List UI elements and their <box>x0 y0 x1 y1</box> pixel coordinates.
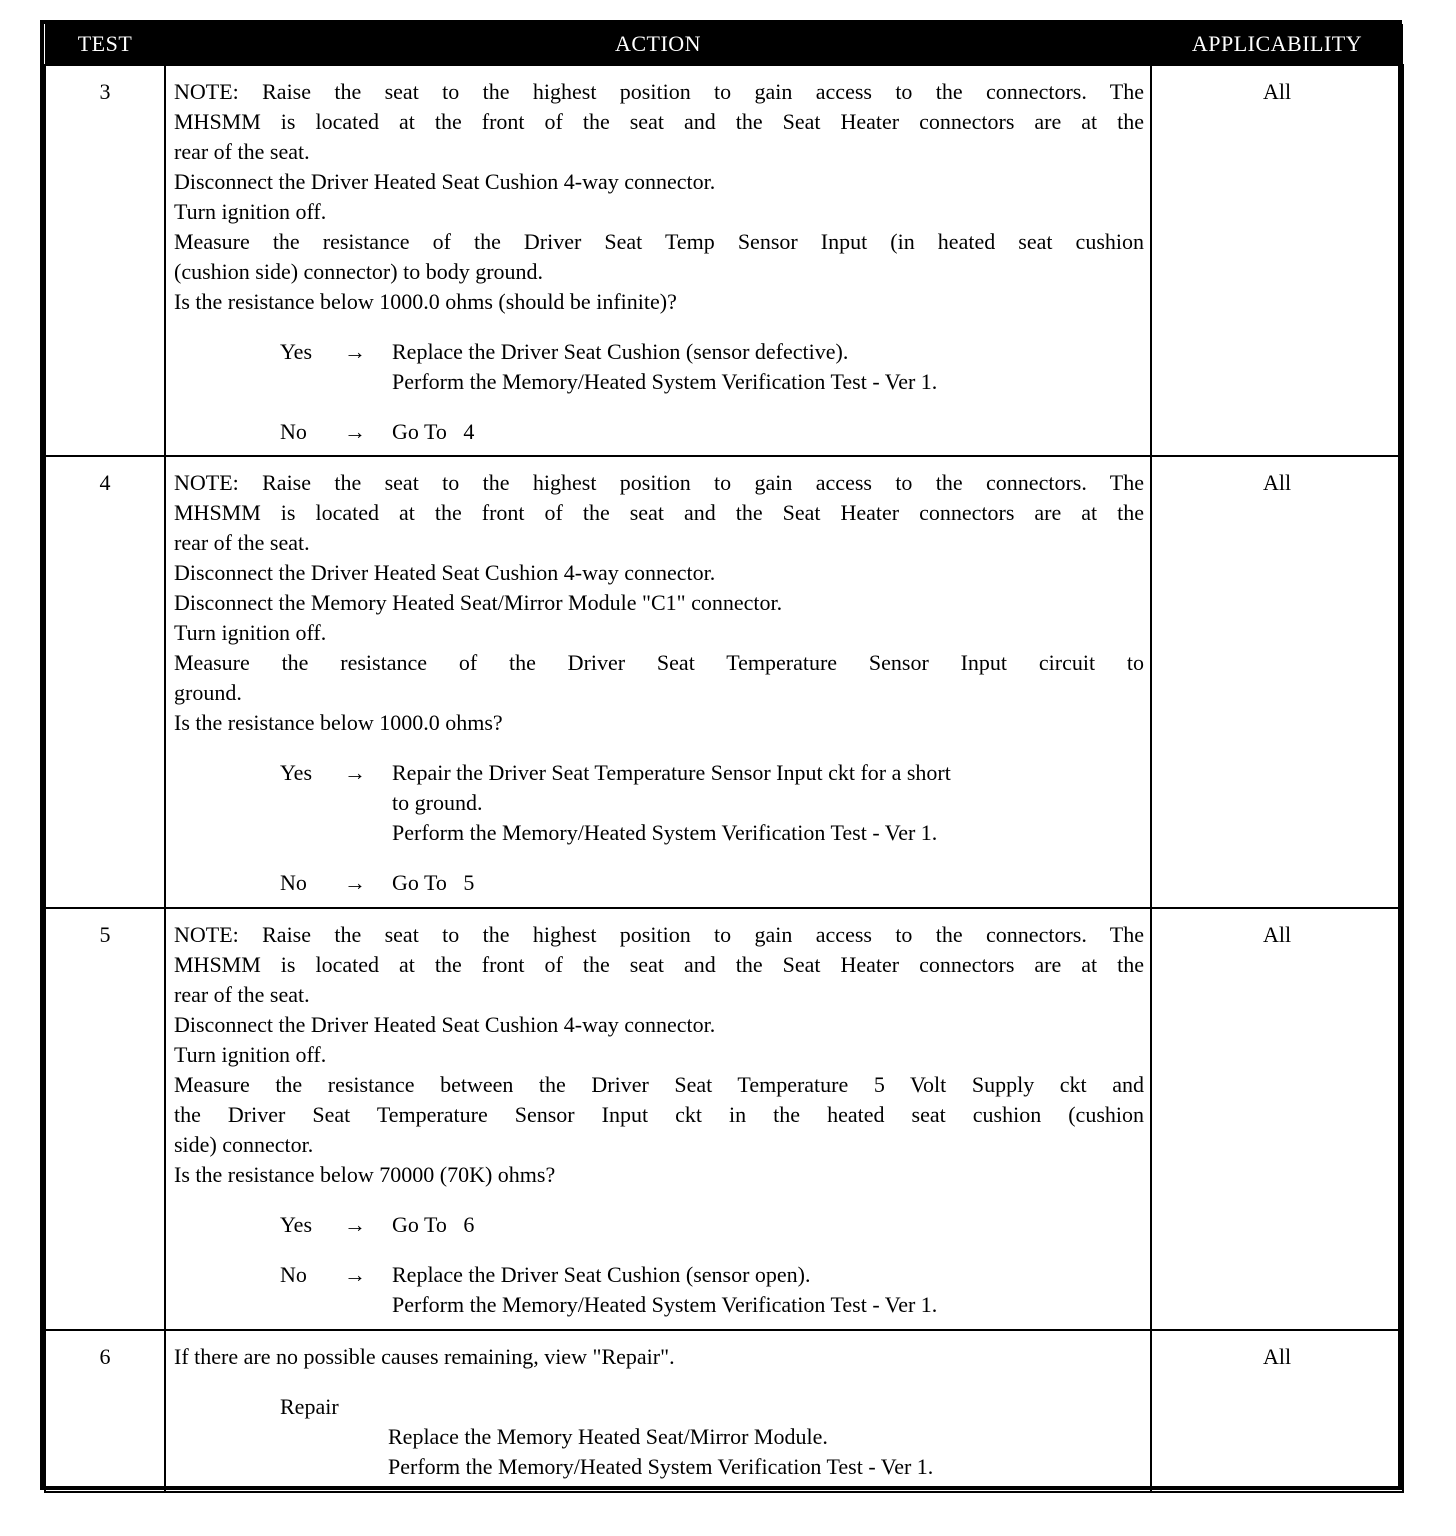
outcome-line: Perform the Memory/Heated System Verification Test - Ver 1. <box>392 820 938 845</box>
no-outcome <box>174 417 1144 447</box>
test-table <box>44 24 1404 1493</box>
action-line: NOTE: Raise the seat to the highest position to gain access to the connectors. The <box>174 470 1144 495</box>
go-to-link[interactable]: Go To 6 <box>392 1212 475 1237</box>
action-line: Is the resistance below 70000 (70K) ohms? <box>174 1162 556 1187</box>
no-label: No <box>280 419 307 444</box>
action-line: Turn ignition off. <box>174 199 327 224</box>
header-action: ACTION <box>165 24 1151 65</box>
outcome-line: to ground. <box>392 790 483 815</box>
action-line: Turn ignition off. <box>174 620 327 645</box>
action-line: Disconnect the Driver Heated Seat Cushion 4-way connector. <box>174 169 716 194</box>
no-label: No <box>280 870 307 895</box>
action-line: rear of the seat. <box>174 530 310 555</box>
yes-outcome <box>174 1210 1144 1240</box>
action-line: side) connector. <box>174 1132 314 1157</box>
table-row-test-5 <box>45 908 1403 1330</box>
action-cell <box>165 65 1151 456</box>
action-line: Disconnect the Driver Heated Seat Cushion 4-way connector. <box>174 1012 716 1037</box>
test-number: 4 <box>45 456 165 908</box>
action-line: Disconnect the Memory Heated Seat/Mirror Module "C1" connector. <box>174 590 783 615</box>
action-line: MHSMM is located at the front of the seat and the Seat Heater connectors are at the <box>174 109 1144 134</box>
test-number: 3 <box>45 65 165 456</box>
yes-outcome <box>174 337 1144 397</box>
action-line: the Driver Seat Temperature Sensor Input ckt in the heated seat cushion (cushion <box>174 1102 1144 1127</box>
table-row-test-4 <box>45 456 1403 908</box>
applicability-value: All <box>1151 456 1403 908</box>
applicability-value: All <box>1151 1330 1403 1492</box>
header-test: TEST <box>45 24 165 65</box>
right-arrow-icon: → <box>344 1262 366 1287</box>
right-arrow-icon: → <box>344 760 366 785</box>
right-arrow-icon: → <box>344 1212 366 1237</box>
action-line: If there are no possible causes remaining, view "Repair". <box>174 1344 675 1369</box>
right-arrow-icon: → <box>344 419 366 444</box>
action-line: NOTE: Raise the seat to the highest position to gain access to the connectors. The <box>174 79 1144 104</box>
go-to-link[interactable]: Go To 5 <box>392 870 475 895</box>
go-to-link[interactable]: Go To 4 <box>392 419 475 444</box>
table-row-test-3 <box>45 65 1403 456</box>
test-number: 5 <box>45 908 165 1330</box>
repair-line: Perform the Memory/Heated System Verification Test - Ver 1. <box>388 1454 934 1479</box>
action-cell <box>165 908 1151 1330</box>
right-arrow-icon: → <box>344 339 366 364</box>
action-line: MHSMM is located at the front of the seat and the Seat Heater connectors are at the <box>174 500 1144 525</box>
action-line: rear of the seat. <box>174 982 310 1007</box>
no-label: No <box>280 1262 307 1287</box>
action-line: Measure the resistance of the Driver Seat Temperature Sensor Input circuit to <box>174 650 1144 675</box>
action-line: ground. <box>174 680 242 705</box>
action-line: Turn ignition off. <box>174 1042 327 1067</box>
action-line: rear of the seat. <box>174 139 310 164</box>
action-line: (cushion side) connector) to body ground. <box>174 259 544 284</box>
right-arrow-icon: → <box>344 870 366 895</box>
test-number: 6 <box>45 1330 165 1492</box>
no-outcome <box>174 1260 1144 1320</box>
header-applicability: APPLICABILITY <box>1151 24 1403 65</box>
repair-label: Repair <box>280 1394 339 1419</box>
action-line: NOTE: Raise the seat to the highest position to gain access to the connectors. The <box>174 922 1144 947</box>
action-cell <box>165 1330 1151 1492</box>
applicability-value: All <box>1151 908 1403 1330</box>
table-row-test-6 <box>45 1330 1403 1492</box>
action-cell <box>165 456 1151 908</box>
outcome-line: Repair the Driver Seat Temperature Sensor Input ckt for a short <box>392 760 951 785</box>
yes-label: Yes <box>280 1212 313 1237</box>
action-line: Is the resistance below 1000.0 ohms? <box>174 710 503 735</box>
applicability-value: All <box>1151 65 1403 456</box>
action-line: Is the resistance below 1000.0 ohms (should be infinite)? <box>174 289 677 314</box>
outcome-line: Replace the Driver Seat Cushion (sensor open). <box>392 1262 811 1287</box>
yes-label: Yes <box>280 339 313 364</box>
yes-label: Yes <box>280 760 313 785</box>
outcome-line: Perform the Memory/Heated System Verification Test - Ver 1. <box>392 369 938 394</box>
no-outcome <box>174 868 1144 898</box>
diagnostic-test-table <box>40 20 1402 1490</box>
header-row <box>45 24 1403 65</box>
action-line: MHSMM is located at the front of the seat and the Seat Heater connectors are at the <box>174 952 1144 977</box>
outcome-line: Perform the Memory/Heated System Verification Test - Ver 1. <box>392 1292 938 1317</box>
repair-line: Replace the Memory Heated Seat/Mirror Module. <box>388 1424 828 1449</box>
action-line: Disconnect the Driver Heated Seat Cushion 4-way connector. <box>174 560 716 585</box>
action-line: Measure the resistance of the Driver Seat Temp Sensor Input (in heated seat cushion <box>174 229 1144 254</box>
repair-block <box>174 1392 1144 1482</box>
yes-outcome <box>174 758 1144 848</box>
outcome-line: Replace the Driver Seat Cushion (sensor defective). <box>392 339 849 364</box>
action-line: Measure the resistance between the Driver Seat Temperature 5 Volt Supply ckt and <box>174 1072 1144 1097</box>
